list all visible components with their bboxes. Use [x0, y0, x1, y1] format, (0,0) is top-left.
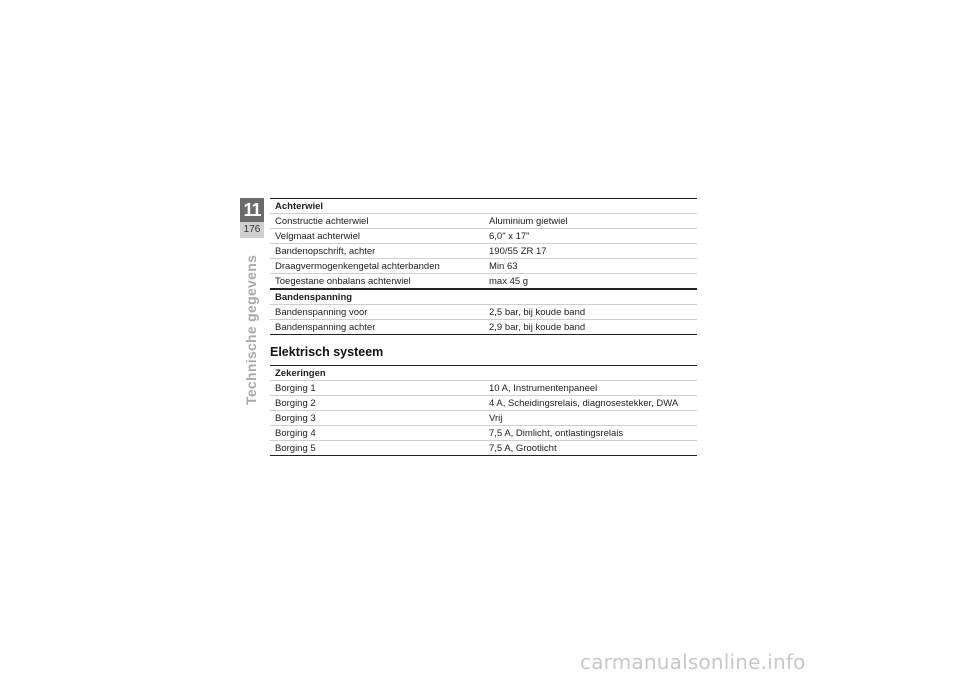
spec-value: 190/55 ZR 17: [484, 244, 697, 259]
table-row: [270, 396, 697, 411]
spec-value: 7,5 A, Dimlicht, ontlastingsrelais: [484, 426, 697, 441]
spec-value: 2,9 bar, bij koude band: [484, 320, 697, 335]
table-row: [270, 305, 697, 320]
spec-label: Bandenopschrift, achter: [270, 244, 484, 259]
achterwiel-heading: Achterwiel: [270, 199, 697, 214]
table-row: [270, 214, 697, 229]
spec-label: Borging 1: [270, 381, 484, 396]
spec-value: Vrij: [484, 411, 697, 426]
spec-label: Constructie achterwiel: [270, 214, 484, 229]
spec-label: Toegestane onbalans achterwiel: [270, 274, 484, 289]
table-row: [270, 426, 697, 441]
spec-label: Velgmaat achterwiel: [270, 229, 484, 244]
table-row: [270, 274, 697, 289]
table-row: [270, 381, 697, 396]
page-number: 176: [243, 224, 261, 235]
spec-label: Borging 4: [270, 426, 484, 441]
spec-value: 10 A, Instrumentenpaneel: [484, 381, 697, 396]
spec-value: 4 A, Scheidingsrelais, diagnosestekker, DWA: [484, 396, 697, 411]
chapter-marker: [240, 198, 264, 238]
bandenspanning-heading: Bandenspanning: [270, 290, 697, 305]
spec-label: Bandenspanning voor: [270, 305, 484, 320]
section-title: Elektrisch systeem: [270, 345, 384, 359]
spec-value: 2,5 bar, bij koude band: [484, 305, 697, 320]
watermark: carmanualsonline.info: [580, 650, 806, 674]
table-row: [270, 229, 697, 244]
zekeringen-table: [270, 365, 697, 456]
spec-label: Borging 2: [270, 396, 484, 411]
table-row: [270, 259, 697, 274]
zekeringen-heading: Zekeringen: [270, 366, 697, 381]
spec-value: Min 63: [484, 259, 697, 274]
spec-value: max 45 g: [484, 274, 697, 289]
spec-label: Borging 5: [270, 441, 484, 456]
spec-value: Aluminium gietwiel: [484, 214, 697, 229]
table-heading-row: [270, 366, 697, 381]
table-row: [270, 411, 697, 426]
spec-value: 7,5 A, Grootlicht: [484, 441, 697, 456]
spec-label: Bandenspanning achter: [270, 320, 484, 335]
table-row: [270, 441, 697, 456]
spec-value: 6,0" x 17": [484, 229, 697, 244]
spec-label: Draagvermogenkengetal achterbanden: [270, 259, 484, 274]
spec-content: [270, 198, 697, 456]
table-heading-row: [270, 290, 697, 305]
chapter-number: 11: [240, 198, 264, 222]
spec-label: Borging 3: [270, 411, 484, 426]
table-row: [270, 244, 697, 259]
table-heading-row: [270, 199, 697, 214]
bandenspanning-table: [270, 289, 697, 335]
achterwiel-table: [270, 198, 697, 289]
chapter-title-text: Technische gegevens: [243, 254, 259, 405]
table-row: [270, 320, 697, 335]
